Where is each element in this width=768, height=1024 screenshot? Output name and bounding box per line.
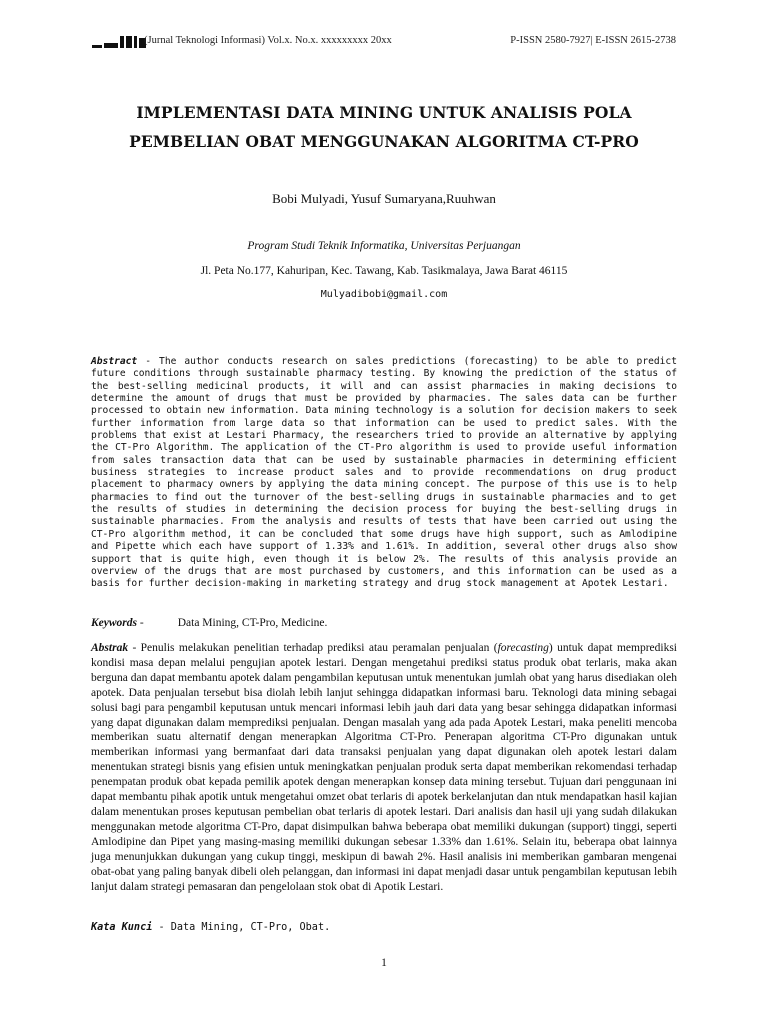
abstrak-text-a: - Penulis melakukan penelitian terhadap prediksi atau peramalan penjualan ( bbox=[128, 642, 498, 654]
kata-kunci-text: - Data Mining, CT-Pro, Obat. bbox=[152, 922, 331, 933]
abstrak-text-b: ) untuk dapat memprediksi kondisi masa depan melalui pengujian apotek lestari. Dengan mengetahui prediksi status produk obat terlaris, maka akan berguna dan dapat membantu apotek dalam pengambilan keputusan untuk menentukan jumlah obat yang harus disediakan oleh apotek. Data penjualan tersebut bisa diolah lebih lanjut sehingga didapatkan informasi baru. Teknologi data mining sebagai solusi bagi para pengambil keputusan untuk mencari informasi lebih jauh dari data yang besar sehingga didapatkan informasi yang dapat digunakan dalam memprediksi penjualan. Dengan masalah yang ada pada Apotek Lestari, maka peneliti mencoba memberikan suatu alternatif dengan menerapkan Algoritma CT-Pro. Penerapan algoritma CT-Pro digunakan untuk memberikan informasi yang bermanfaat dari data transaksi penjualan yang dapat digunakan oleh apotek lestari dalam menentukan strategi bisnis yang efisien untuk meningkatkan penjualan produk serta dapat memberikan rekomendasi terhadap penempatan produk obat kepada pemilik apotek dengan menerapkan konsep data mining tersebut. Tujuan dari penggunaan ini dapat membantu pihak apotik untuk mengetahui omzet obat terlaris di apotek berkelanjutan dan ntuk mendapatkan hasil kajian dalam menentukan proses keputusan pembelian obat terlaris di apotek lestari. Dari analisis dan hasil uji yang sudah dilakukan menggunakan metode algoritma CT-Pro, dapat disimpulkan bahwa beberapa obat memiliki dukungan (support) tinggi, seperti Amlodipine dan Pipet yang masing-masing memiliki dukungan sebesar 1.33% dan 1.61%. Selain itu, beberapa obat lainnya juga menunjukkan dukungan yang cukup tinggi, meskipun di bawah 2%. Hasil analisis ini memberikan gambaran mengenai obat-obat yang paling banyak dibeli oleh pelanggan, dan informasi ini dapat menjadi dasar untuk pengambilan keputusan lebih lanjut dalam strategi pemasaran dan pengelolaan stok obat di Apotik Lestari. bbox=[91, 642, 677, 893]
running-header bbox=[92, 34, 676, 50]
keywords-separator: - bbox=[137, 617, 144, 629]
paper-title: IMPLEMENTASI DATA MINING UNTUK ANALISIS POLA PEMBELIAN OBAT MENGGUNAKAN ALGORITMA CT-PRO bbox=[129, 103, 639, 151]
abstract-text: - The author conducts research on sales predictions (forecasting) to be able to predict future conditions through sustainable pharmacy testing. By knowing the prediction of the status of the best-selling medicinal products, it will and can assist pharmacies in making decisions to determine the amount of drugs that must be provided by pharmacies. The sales data can be further processed to obtain new information. Data mining technology is a solution for decision makers to seek further information from large data so that information can be used to predict sales. With the problems that exist at Lestari Pharmacy, the researchers tried to provide an alternative by applying the CT-Pro Algorithm. The application of the CT-Pro algorithm is used to provide useful information from sales transaction data that can be used by sustainable pharmacies in determining efficient business strategies to increase product sales and to provide recommendations on drug product placement to pharmacy owners by applying the data mining concept. The purpose of this use is to help pharmacies to find out the turnover of the best-selling drugs in sustainable pharmacies and to get the results of studies in determining the decision process for buying the best-selling drugs in sustainable pharmacies. From the analysis and results of tests that have been carried out using the CT-Pro algorithm method, it can be concluded that some drugs have high support, such as Amlodipine and Pipette which each have support of 1.33% and 1.61%. In addition, several other drugs also show support that is quite high, even though it is below 2%. The results of this analysis provide an overview of the drugs that are most purchased by customers, and this information can be used as a basis for further decision-making in marketing strategy and drug stock management at Apotek Lestari. bbox=[91, 356, 677, 590]
affiliation: Program Studi Teknik Informatika, Universitas Perjuangan bbox=[247, 240, 521, 252]
keywords-indonesian bbox=[91, 922, 677, 933]
issn-info: P-ISSN 2580-7927| E-ISSN 2615-2738 bbox=[510, 35, 676, 46]
abstrak-text-italic: forecasting bbox=[497, 642, 549, 654]
author-email: Mulyadibobi@gmail.com bbox=[320, 289, 448, 300]
address: Jl. Peta No.177, Kahuripan, Kec. Tawang, Kab. Tasikmalaya, Jawa Barat 46115 bbox=[200, 265, 568, 277]
abstrak-label: Abstrak bbox=[91, 642, 129, 654]
keywords-label: Keywords bbox=[91, 617, 137, 629]
kata-kunci-label: Kata Kunci bbox=[91, 922, 153, 933]
abstract-label: Abstract bbox=[91, 356, 138, 367]
abstract-indonesian bbox=[91, 641, 677, 894]
journal-citation: (Jurnal Teknologi Informasi) Vol.x. No.x. xxxxxxxxx 20xx bbox=[144, 35, 392, 46]
journal-logo bbox=[92, 34, 146, 48]
keywords-text: Data Mining, CT-Pro, Medicine. bbox=[177, 617, 328, 629]
page-number: 1 bbox=[381, 957, 387, 969]
abstract-english bbox=[91, 356, 677, 591]
author-list: Bobi Mulyadi, Yusuf Sumaryana,Ruuhwan bbox=[272, 191, 496, 206]
keywords-english bbox=[91, 617, 677, 629]
